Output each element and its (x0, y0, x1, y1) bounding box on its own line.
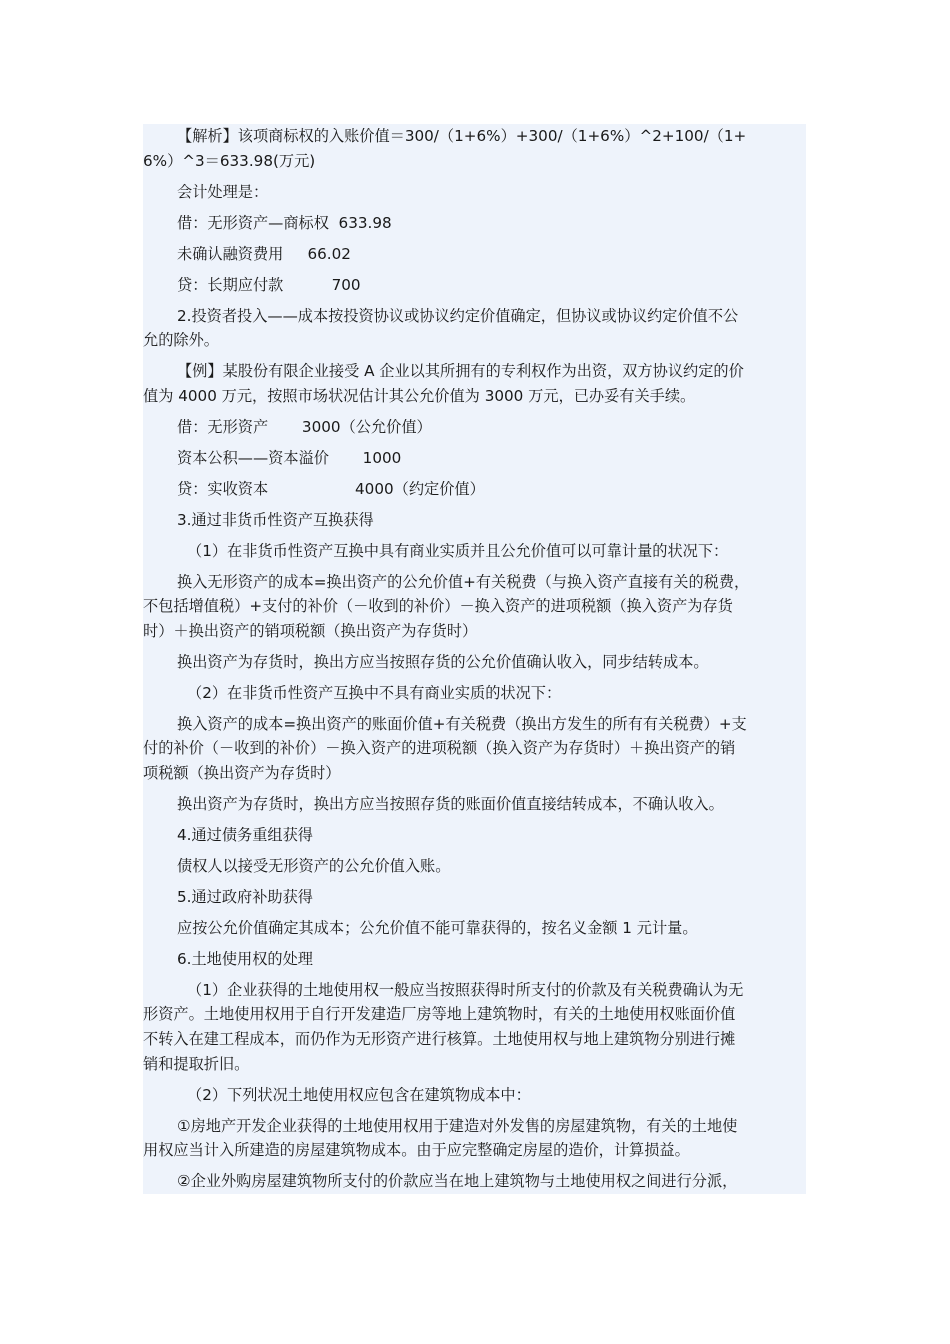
document-body (143, 124, 806, 1194)
text-line: 应按公允价值确定其成本；公允价值不能可靠获得的，按名义金额 1 元计量。 (177, 918, 698, 937)
paragraph (143, 446, 806, 471)
text-line: 值为 4000 万元，按照市场状况估计其公允价值为 3000 万元，已办妥有关手续。 (143, 386, 696, 405)
text-line: 项税额（换出资产为存货时） (143, 763, 341, 782)
text-line: 借：无形资产 3000（公允价值） (177, 417, 432, 436)
text-line: 6%）^3＝633.98(万元) (143, 151, 316, 170)
text-line: 贷：实收资本 4000（约定价值） (177, 479, 485, 498)
text-line: 形资产。土地使用权用于自行开发建造厂房等地上建筑物时，有关的土地使用权账面价值 (143, 1005, 736, 1024)
text-line: 换出资产为存货时，换出方应当按照存货的账面价值直接结转成本，不确认收入。 (177, 794, 724, 813)
paragraph (143, 681, 806, 706)
paragraph (143, 854, 806, 879)
text-line: 用权应当计入所建造的房屋建筑物成本。由于应完整确定房屋的造价，计算损益。 (143, 1141, 690, 1160)
text-line: 【解析】该项商标权的入账价值＝300/（1+6%）+300/（1+6%）^2+100/（1+ (177, 127, 747, 145)
text-line: 6.土地使用权的处理 (177, 949, 313, 968)
paragraph (143, 124, 806, 173)
paragraph (143, 477, 806, 502)
text-line: 借：无形资产—商标权 633.98 (177, 213, 392, 232)
paragraph (143, 712, 806, 786)
text-line: 未确认融资费用 66.02 (177, 244, 351, 263)
paragraph (143, 885, 806, 910)
paragraph (143, 823, 806, 848)
paragraph (143, 273, 806, 298)
paragraph (143, 947, 806, 972)
text-line: 付的补价（－收到的补价）－换入资产的进项税额（换入资产为存货时）＋换出资产的销 (143, 739, 736, 758)
paragraph (143, 211, 806, 236)
paragraph (143, 508, 806, 533)
paragraph (143, 650, 806, 675)
paragraph (143, 916, 806, 941)
paragraph (143, 1083, 806, 1108)
paragraph (143, 1114, 806, 1163)
text-line: （2）在非货币性资产互换中不具有商业实质的状况下： (187, 683, 562, 702)
text-line: 资本公积——资本溢价 1000 (177, 448, 402, 467)
text-line: 会计处理是： (177, 182, 269, 201)
text-line: 换入资产的成本=换出资产的账面价值+有关税费（换出方发生的所有有关税费）+支 (177, 714, 747, 733)
text-line: 销和提取折旧。 (143, 1054, 250, 1073)
text-line: 5.通过政府补助获得 (177, 887, 313, 906)
paragraph (143, 415, 806, 440)
text-line: 2.投资者投入——成本按投资协议或协议约定价值确定，但协议或协议约定价值不公 (177, 306, 739, 325)
text-line: ②企业外购房屋建筑物所支付的价款应当在地上建筑物与土地使用权之间进行分派， (177, 1172, 738, 1191)
paragraph (143, 570, 806, 644)
text-line: 不包括增值税）+支付的补价（－收到的补价）－换入资产的进项税额（换入资产为存货 (143, 597, 733, 616)
text-line: 换入无形资产的成本=换出资产的公允价值+有关税费（与换入资产直接有关的税费， (177, 572, 750, 591)
text-line: 债权人以接受无形资产的公允价值入账。 (177, 856, 451, 875)
text-line: 4.通过债务重组获得 (177, 825, 313, 844)
paragraph (143, 180, 806, 205)
text-line: 换出资产为存货时，换出方应当按照存货的公允价值确认收入，同步结转成本。 (177, 652, 709, 671)
text-line: （2）下列状况土地使用权应包含在建筑物成本中： (187, 1085, 531, 1104)
text-line: 3.通过非货币性资产互换获得 (177, 510, 374, 529)
text-line: 时）＋换出资产的销项税额（换出资产为存货时） (143, 621, 478, 640)
paragraph (143, 304, 806, 353)
text-line: ①房地产开发企业获得的土地使用权用于建造对外发售的房屋建筑物，有关的土地使 (177, 1116, 738, 1135)
paragraph (143, 978, 806, 1076)
text-line: 允的除外。 (143, 331, 219, 350)
text-line: 贷：长期应付款 700 (177, 275, 361, 294)
text-line: （1）企业获得的土地使用权一般应当按照获得时所支付的价款及有关税费确认为无 (187, 980, 744, 999)
text-line: 不转入在建工程成本，而仍作为无形资产进行核算。土地使用权与地上建筑物分别进行摊 (143, 1030, 736, 1048)
paragraph (143, 792, 806, 817)
paragraph (143, 359, 806, 408)
paragraph (143, 539, 806, 564)
text-line: （1）在非货币性资产互换中具有商业实质并且公允价值可以可靠计量的状况下： (187, 541, 729, 560)
paragraph (143, 1169, 806, 1194)
text-line: 【例】某股份有限企业接受 A 企业以其所拥有的专利权作为出资，双方协议约定的价 (177, 362, 744, 381)
paragraph (143, 242, 806, 267)
